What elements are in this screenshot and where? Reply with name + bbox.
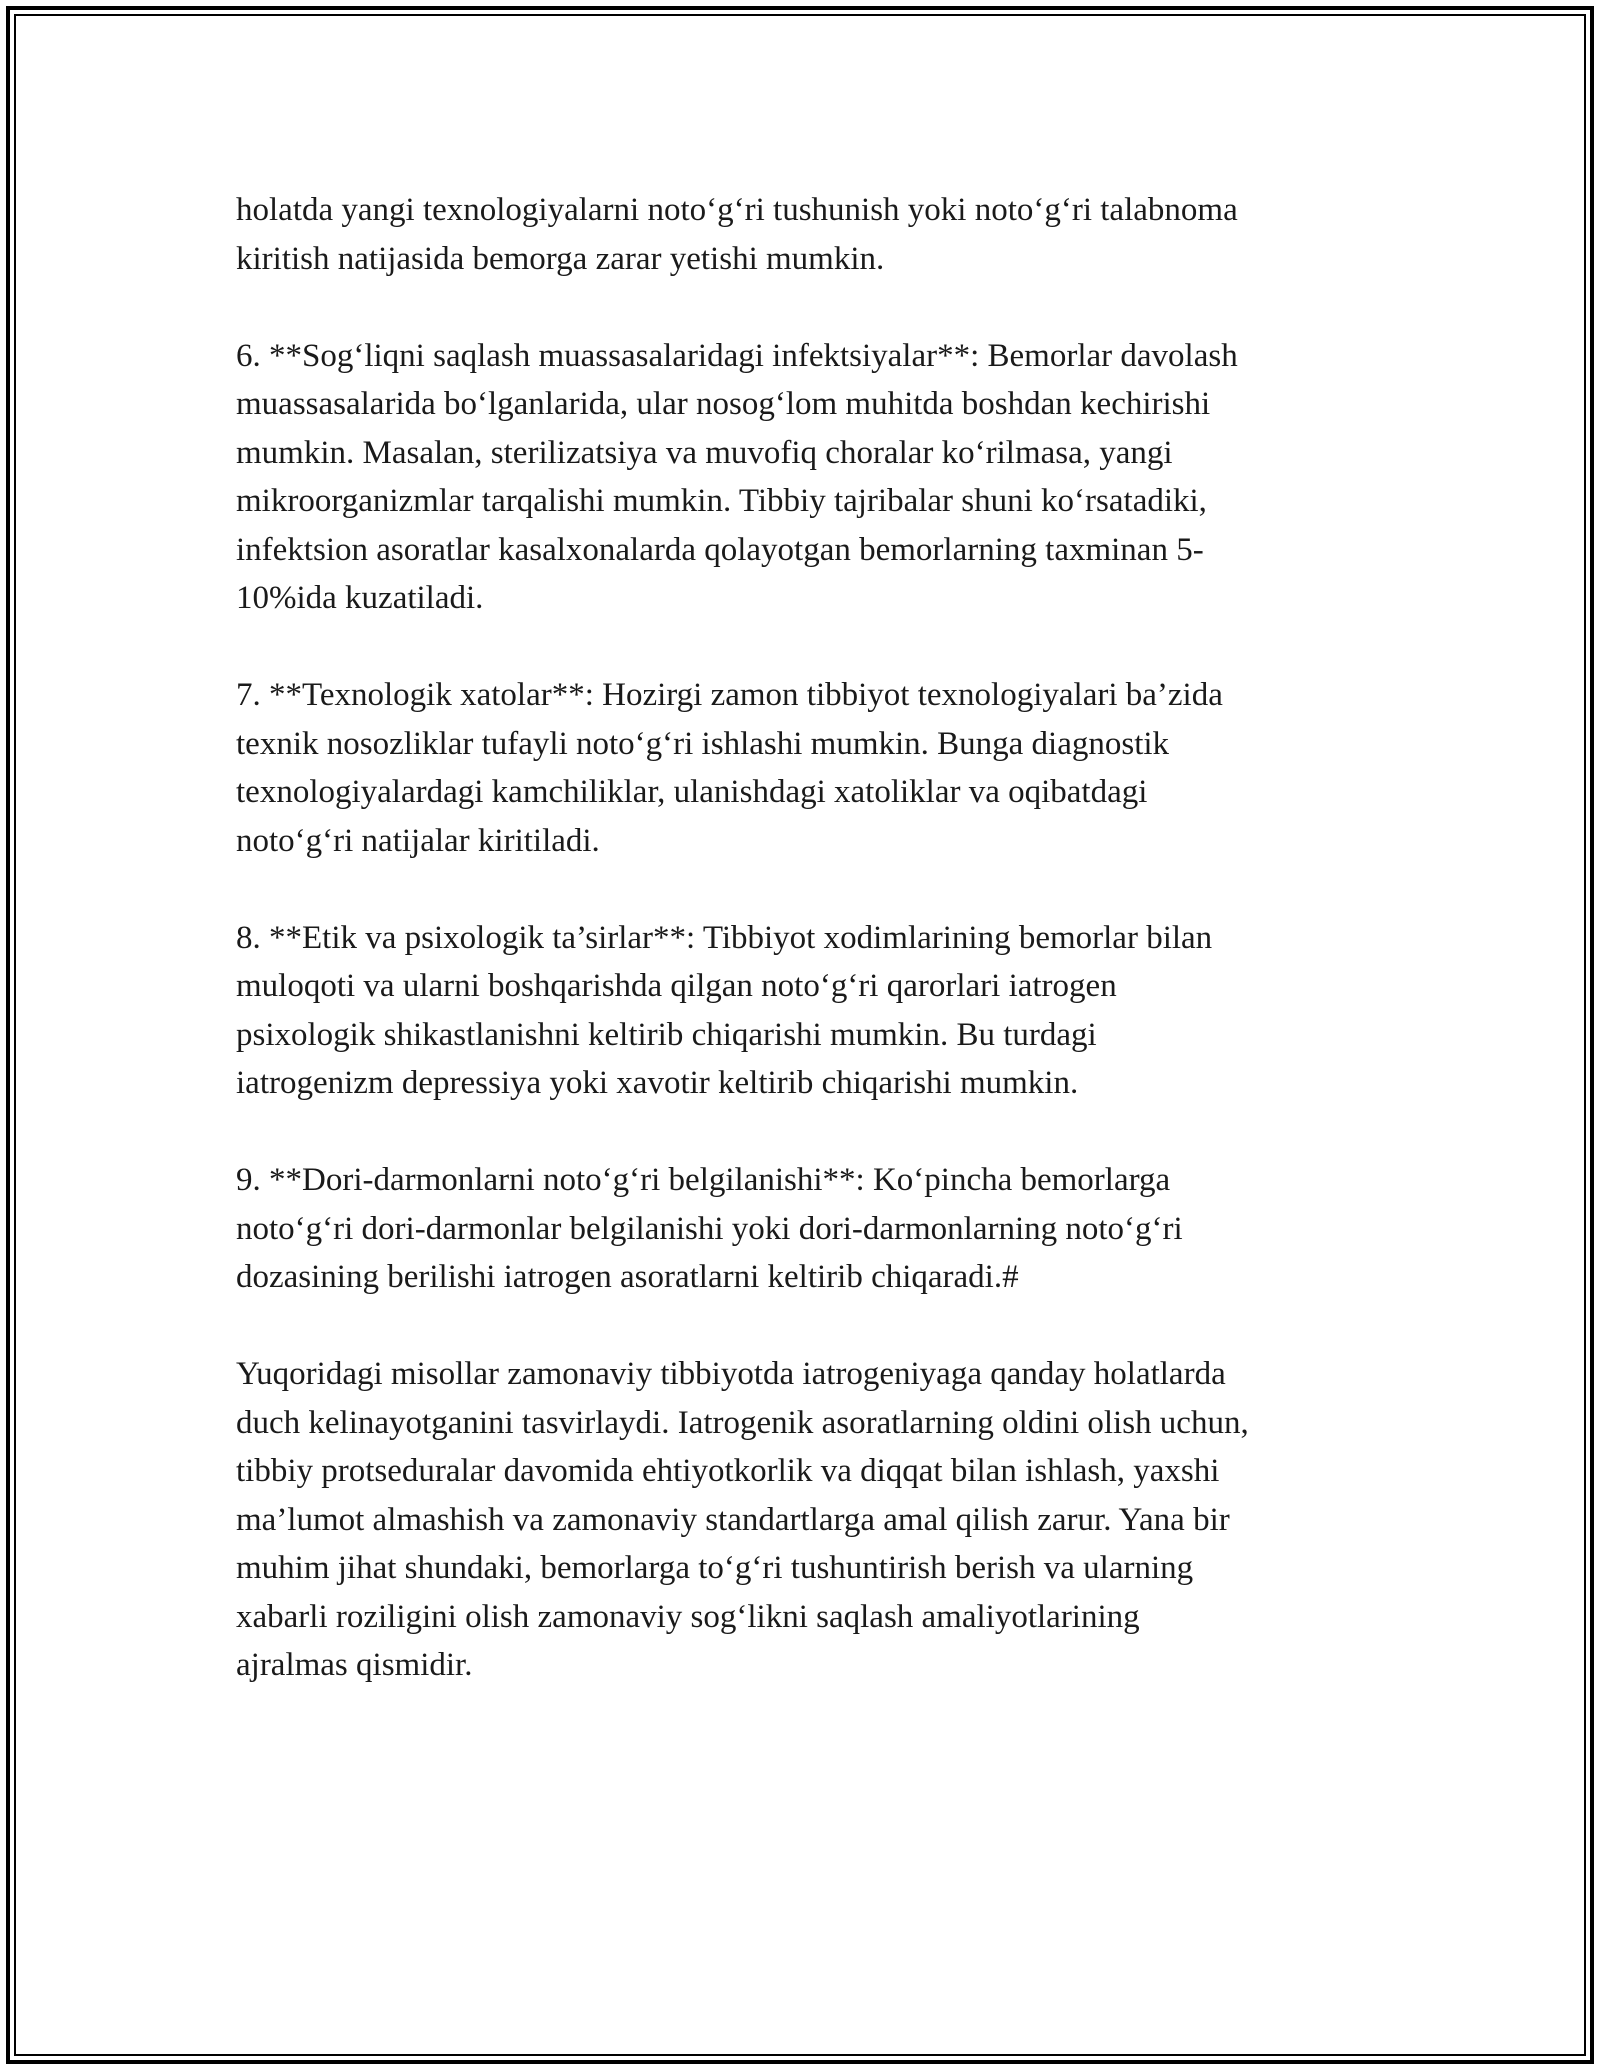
text-line: ma’lumot almashish va zamonaviy standartlarga amal qilish zarur. Yana bir	[236, 1501, 1230, 1538]
text-line: kiritish natijasida bemorga zarar yetishi mumkin.	[236, 240, 885, 277]
text-line: texnik nosozliklar tufayli noto‘g‘ri ishlashi mumkin. Bunga diagnostik	[236, 725, 1170, 762]
text-line: mikroorganizmlar tarqalishi mumkin. Tibbiy tajribalar shuni ko‘rsatadiki,	[236, 483, 1207, 519]
paragraph-item-6	[236, 332, 1386, 623]
paragraph-item-7	[236, 671, 1386, 865]
paragraph-conclusion	[236, 1350, 1386, 1690]
text-line: 10%ida kuzatiladi.	[236, 580, 484, 616]
text-line: 8. **Etik va psixologik ta’sirlar**: Tibbiyot xodimlarining bemorlar bilan	[236, 919, 1213, 956]
text-line: noto‘g‘ri dori-darmonlar belgilanishi yoki dori-darmonlarning noto‘g‘ri	[236, 1210, 1183, 1247]
text-line: mumkin. Masalan, sterilizatsiya va muvofiq choralar ko‘rilmasa, yangi	[236, 434, 1173, 471]
text-line: muhim jihat shundaki, bemorlarga to‘g‘ri tushuntirish berish va ularning	[236, 1550, 1194, 1586]
text-line: 9. **Dori-darmonlarni noto‘g‘ri belgilanishi**: Ko‘pincha bemorlarga	[236, 1162, 1171, 1198]
text-line: ajralmas qismidir.	[236, 1647, 473, 1683]
text-line: xabarli roziligini olish zamonaviy sog‘likni saqlash amaliyotlarining	[236, 1598, 1140, 1635]
text-line: holatda yangi texnologiyalarni noto‘g‘ri tushunish yoki noto‘g‘ri talabnoma	[236, 192, 1238, 228]
text-line: psixologik shikastlanishni keltirib chiqarishi mumkin. Bu turdagi	[236, 1016, 1097, 1053]
text-line: duch kelinayotganini tasvirlaydi. Iatrogenik asoratlarning oldini olish uchun,	[236, 1404, 1249, 1441]
text-line: iatrogenizm depressiya yoki xavotir keltirib chiqarishi mumkin.	[236, 1065, 1079, 1101]
paragraph-item-8	[236, 914, 1386, 1108]
text-line: infektsion asoratlar kasalxonalarda qolayotgan bemorlarning taxminan 5-	[236, 531, 1204, 568]
paragraph-continuation	[236, 186, 1386, 283]
paragraph-item-9	[236, 1156, 1386, 1302]
text-line: dozasining berilishi iatrogen asoratlarni keltirib chiqaradi.#	[236, 1259, 1019, 1295]
text-line: 6. **Sog‘liqni saqlash muassasalaridagi infektsiyalar**: Bemorlar davolash	[236, 337, 1238, 374]
text-line: Yuqoridagi misollar zamonaviy tibbiyotda iatrogeniyaga qanday holatlarda	[236, 1356, 1226, 1392]
text-line: muloqoti va ularni boshqarishda qilgan noto‘g‘ri qarorlari iatrogen	[236, 968, 1117, 1004]
document-body	[236, 186, 1386, 1690]
text-line: texnologiyalardagi kamchiliklar, ulanishdagi xatoliklar va oqibatdagi	[236, 774, 1148, 810]
text-line: 7. **Texnologik xatolar**: Hozirgi zamon tibbiyot texnologiyalari ba’zida	[236, 677, 1223, 713]
text-line: tibbiy protseduralar davomida ehtiyotkorlik va diqqat bilan ishlash, yaxshi	[236, 1453, 1220, 1489]
text-line: noto‘g‘ri natijalar kiritiladi.	[236, 822, 600, 859]
text-line: muassasalarida bo‘lganlarida, ular nosog‘lom muhitda boshdan kechirishi	[236, 386, 1211, 422]
